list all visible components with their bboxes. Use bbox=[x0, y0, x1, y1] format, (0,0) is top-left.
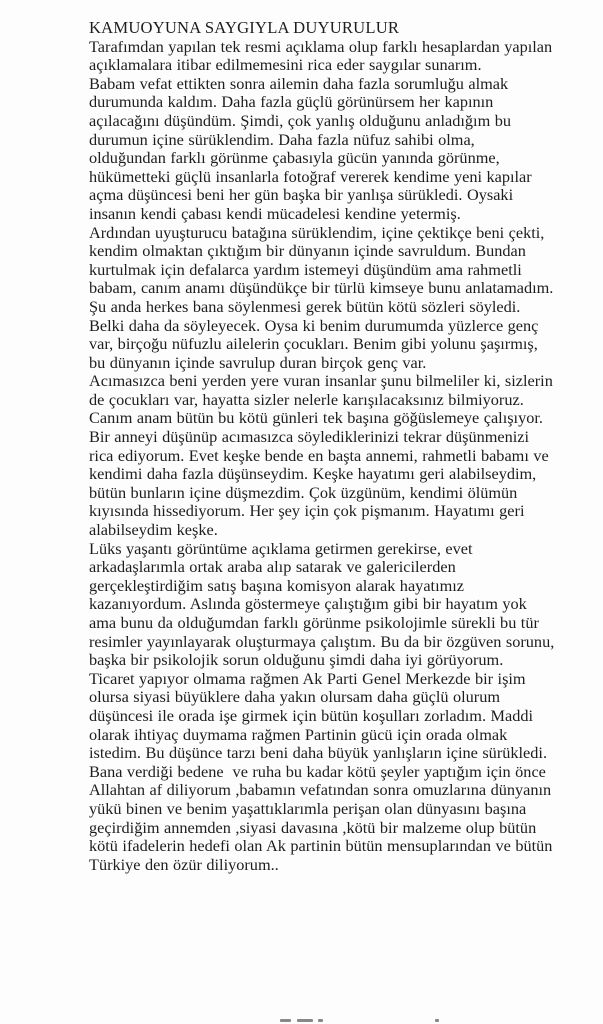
text-fragment bbox=[280, 1019, 291, 1022]
paragraph: Lüks yaşantı görüntüme açıklama getirmen gerekirse, evet arkadaşlarımla ortak araba alıp satarak ve galericilerden gerçekleştirdiğim satış başına komisyon alarak hayatımız kazanıyordum. Aslında göstermeye çalıştığım gibi bir hayatım yok ama bunu da olduğumdan farklı görünme psikolojimle sürekli bu tür resimler yayınlayarak oluşturmaya çalıştım. Bu da bir özgüven sorunu, başka bir psikolojik sorun olduğunu şimdi daha iyi görüyorum. bbox=[89, 538, 559, 670]
paragraph: Tarafımdan yapılan tek resmi açıklama olup farklı hesaplardan yapılan açıklamalara itibar edilmemesini rica eder saygılar sunarım. bbox=[89, 36, 557, 75]
text-fragment bbox=[318, 1019, 323, 1022]
paragraph: Şu anda herkes bana söylenmesi gerek bütün kötü sözleri söyledi. Belki daha da söyleyecek. Oysa ki benim durumumda yüzlerce genç var, birçoğu nüfuzlu ailelerin çocukları. Benim gibi yolunu şaşırmış, bu dünyanın içinde savrulup duran birçok genç var. bbox=[89, 296, 543, 372]
paragraph: Ardından uyuşturucu batağına sürüklendim, içine çektikçe beni çekti, kendim olmaktan çıktığım bir dünyanın içinde savruldum. Bundan kurtulmak için defalarca yardım istemeyi düşündüm ama rahmetli babam, canım anamı düşündükçe bir türlü kimseye bunu anlatamadım. bbox=[89, 222, 554, 298]
paragraph: Acımasızca beni yerden yere vuran insanlar şunu bilmeliler ki, sizlerin de çocukları var, hayatta sizler nelerle karışılacaksınız bilmiyoruz. Canım anam bütün bu kötü günleri tek başına göğüslemeye çalışıyor. Bir anneyi düşünüp acımasızca söylediklerinizi tekrar düşünmenizi rica ediyorum. Evet keşke bende en başta annemi, rahmetli babamı ve kendimi daha fazla düşünseydim. Keşke hayatımı geri alabilseydim, bütün bunların içine düşmezdim. Çok üzgünüm, kendimi ölümün kıyısında hissediyorum. Her şey için çok pişmanım. Hayatımı geri alabilseydim keşke. bbox=[89, 371, 558, 540]
paragraph: Ticaret yapıyor olmama rağmen Ak Parti Genel Merkezde bir işim olursa siyasi büyüklere daha yakın olursam daha güçlü olurum düşüncesi ile orada işe girmek için bütün koşulları zorladım. Maddi olarak ihtiyaç duymama rağmen Partinin gücü için orada olmak istedim. Bu düşünce tarzı beni daha büyük yanlışların içine sürükledi. bbox=[89, 668, 548, 763]
clipped-text-fragments bbox=[280, 1019, 480, 1024]
paragraph: Bana verdiği bedene ve ruha bu kadar kötü şeyler yaptığım için önce Allahtan af diliyorum ,babamın vefatından sonra omuzlarına dünyanın yükü binen ve benim yaşattıklarımla perişan olan dünyasını başına geçirdiğim annemden ,siyasi davasına ,kötü bir malzeme olup bütün kötü ifadelerin hedefi olan Ak partinin bütün mensuplarından ve bütün Türkiye den özür diliyorum.. bbox=[89, 761, 557, 874]
paragraph-list bbox=[89, 36, 559, 875]
text-fragment bbox=[435, 1019, 439, 1022]
text-fragment bbox=[297, 1019, 313, 1022]
document-title: KAMUOYUNA SAYGIYLA DUYURULUR bbox=[89, 18, 400, 37]
text-column bbox=[89, 18, 559, 874]
paragraph: Babam vefat ettikten sonra ailemin daha fazla sorumluğu almak durumunda kaldım. Daha fazla güçlü görünürsem her kapının açılacağını düşündüm. Şimdi, çok yanlış olduğunu anladığım bu durumun içine sürüklendim. Daha fazla nüfuz sahibi olma, olduğundan farklı görünme çabasıyla gücün yanında görünme, hükümetteki güçlü insanlarla fotoğraf vererek kendime yeni kapılar açma düşüncesi beni her gün başka bir yanlışa sürükledi. Oysaki insanın kendi çabası kendi mücadelesi kendine yetermiş. bbox=[89, 73, 537, 223]
